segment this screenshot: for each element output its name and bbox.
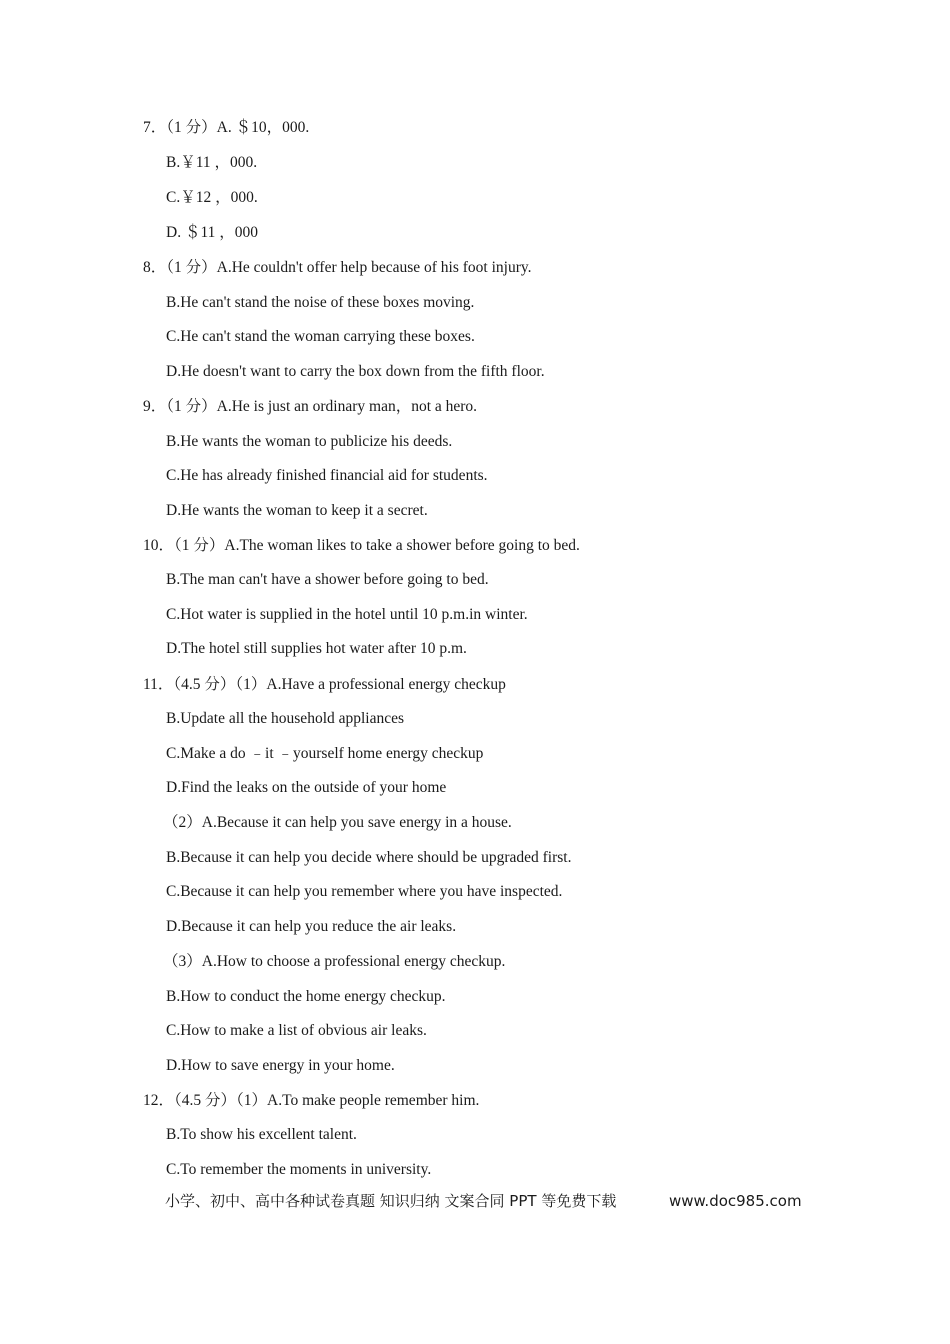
question-11-part1-option-c: C.Make a do ﹣it ﹣yourself home energy checkup: [166, 745, 484, 762]
question-7-option-c: C.￥12 ，000.: [166, 189, 258, 206]
question-11-part3-option-a: （3）A.How to choose a professional energy checkup.: [163, 953, 506, 970]
question-9-option-d: D.He wants the woman to keep it a secret.: [166, 502, 428, 519]
question-11-part1-option-d: D.Find the leaks on the outside of your home: [166, 779, 447, 796]
question-10-option-b: B.The man can't have a shower before going to bed.: [166, 571, 489, 588]
question-12-header: 12．（4.5 分）（1）A.To make people remember him.: [143, 1092, 480, 1109]
question-11-part2-option-a: （2）A.Because it can help you save energy in a house.: [163, 814, 512, 831]
question-8-option-b: B.He can't stand the noise of these boxes moving.: [166, 294, 475, 311]
question-8-option-c: C.He can't stand the woman carrying these boxes.: [166, 328, 475, 345]
question-9-option-c: C.He has already finished financial aid for students.: [166, 467, 488, 484]
footer-promo-text: 小学、初中、高中各种试卷真题 知识归纳 文案合同 PPT 等免费下载: [165, 1192, 617, 1210]
question-12-option-c: C.To remember the moments in university.: [166, 1161, 432, 1178]
question-11-part3-option-c: C.How to make a list of obvious air leaks.: [166, 1022, 427, 1039]
question-11-header: 11．（4.5 分）（1）A.Have a professional energy checkup: [143, 676, 506, 693]
footer-site-link[interactable]: www.doc985.com: [669, 1192, 802, 1210]
question-11-part3-option-b: B.How to conduct the home energy checkup.: [166, 988, 446, 1005]
question-12-option-b: B.To show his excellent talent.: [166, 1126, 357, 1143]
question-7-header: 7．（1 分）A. ＄10，000.: [143, 119, 310, 136]
question-10-option-c: C.Hot water is supplied in the hotel until 10 p.m.in winter.: [166, 606, 528, 623]
question-8-header: 8．（1 分）A.He couldn't offer help because of his foot injury.: [143, 259, 532, 276]
question-7-option-b: B.￥11 ，000.: [166, 154, 258, 171]
question-9-header: 9．（1 分）A.He is just an ordinary man，not a hero.: [143, 398, 478, 415]
question-8-option-d: D.He doesn't want to carry the box down from the fifth floor.: [166, 363, 545, 380]
question-11-part2-option-b: B.Because it can help you decide where should be upgraded first.: [166, 849, 572, 866]
question-11-part3-option-d: D.How to save energy in your home.: [166, 1057, 395, 1074]
question-11-part2-option-c: C.Because it can help you remember where you have inspected.: [166, 883, 563, 900]
question-10-option-d: D.The hotel still supplies hot water after 10 p.m.: [166, 640, 467, 657]
question-11-part1-option-b: B.Update all the household appliances: [166, 710, 405, 727]
question-9-option-b: B.He wants the woman to publicize his deeds.: [166, 433, 453, 450]
question-11-part2-option-d: D.Because it can help you reduce the air leaks.: [166, 918, 457, 935]
question-10-header: 10．（1 分）A.The woman likes to take a shower before going to bed.: [143, 537, 580, 554]
question-7-option-d: D. ＄11 ，000: [166, 224, 258, 241]
